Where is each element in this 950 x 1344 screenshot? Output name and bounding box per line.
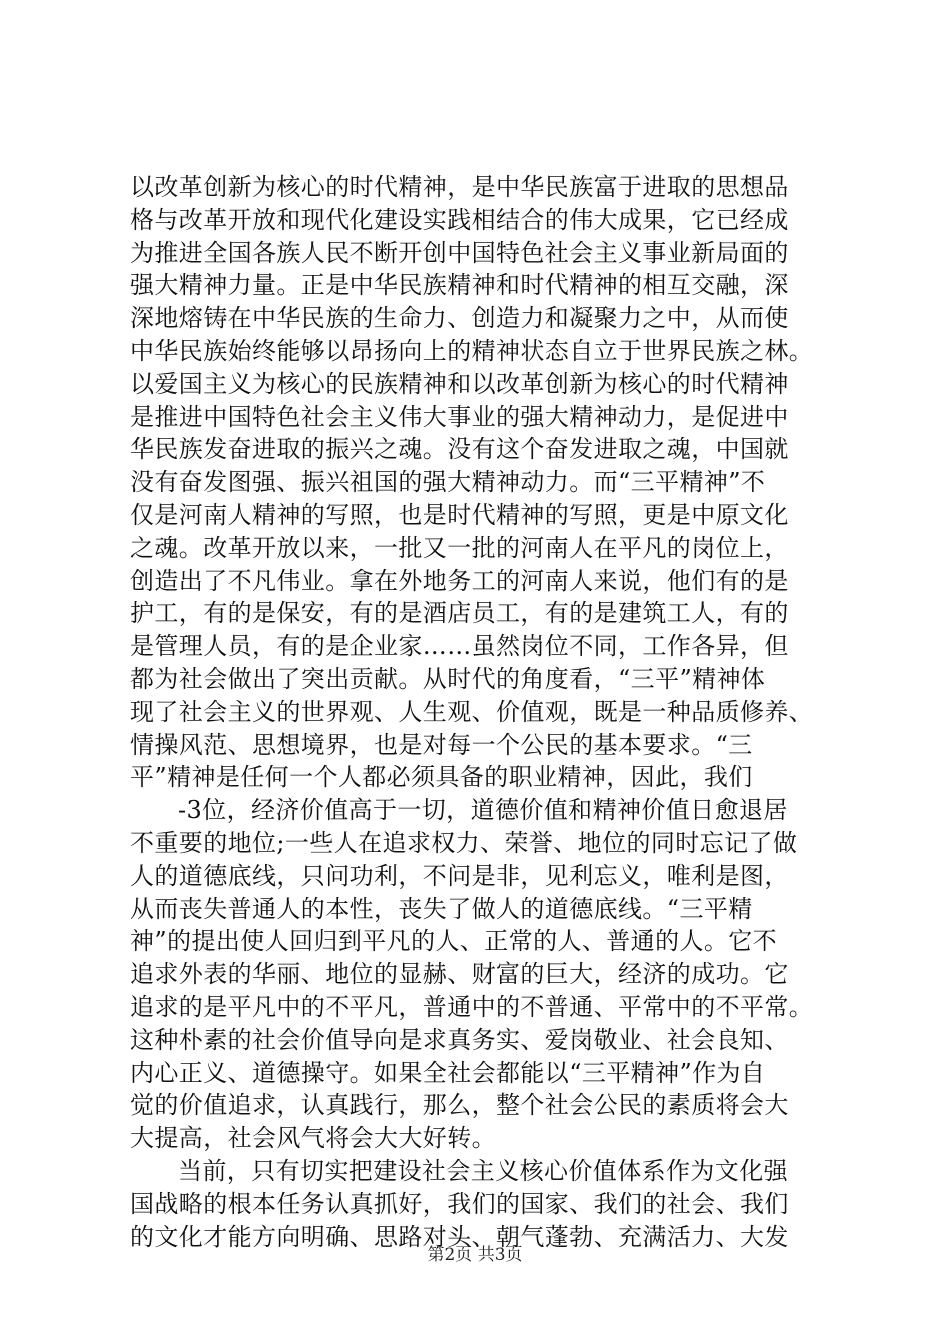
text-line: 护工，有的是保安，有的是酒店员工，有的是建筑工人，有的 <box>130 599 789 628</box>
text-line: 以爱国主义为核心的民族精神和以改革创新为核心的时代精神 <box>130 369 789 398</box>
text-line: 是管理人员，有的是企业家……虽然岗位不同，工作各异，但 <box>130 632 789 661</box>
text-line: 深地熔铸在中华民族的生命力、创造力和凝聚力之中，从而使 <box>130 304 789 333</box>
text-line: 格与改革开放和现代化建设实践相结合的伟大成果，它已经成 <box>130 205 789 234</box>
text-line: 之魂。改革开放以来，一批又一批的河南人在平凡的岗位上， <box>130 533 789 562</box>
text-line: 国战略的根本任务认真抓好，我们的国家、我们的社会、我们 <box>130 1189 789 1218</box>
text-line: 的文化才能方向明确、思路对头、朝气蓬勃、充满活力、大发 <box>130 1222 789 1251</box>
text-line: 不重要的地位;一些人在追求权力、荣誉、地位的同时忘记了做 <box>130 828 798 857</box>
text-line: 觉的价值追求，认真践行，那么，整个社会公民的素质将会大 <box>130 1091 789 1120</box>
text-line: 都为社会做出了突出贡献。从时代的角度看，“三平”精神体 <box>130 664 766 693</box>
text-line: 为推进全国各族人民不断开创中国特色社会主义事业新局面的 <box>130 238 789 267</box>
text-line: 追求的是平凡中的不平凡，普通中的不普通、平常中的不平常。 <box>130 992 814 1021</box>
text-line: 大提高，社会风气将会大大好转。 <box>130 1124 496 1153</box>
text-line: 平”精神是任何一个人都必须具备的职业精神，因此，我们 <box>130 763 753 792</box>
text-line: 从而丧失普通人的本性，丧失了做人的道德底线。“三平精 <box>130 894 753 923</box>
text-line: 中华民族始终能够以昂扬向上的精神状态自立于世界民族之林。 <box>130 336 814 365</box>
text-line: 仅是河南人精神的写照，也是时代精神的写照，更是中原文化 <box>130 500 789 529</box>
text-line: 人的道德底线，只问功利，不问是非，见利忘义，唯利是图， <box>130 861 789 890</box>
text-line: 强大精神力量。正是中华民族精神和时代精神的相互交融，深 <box>130 271 789 300</box>
text-line: 华民族发奋进取的振兴之魂。没有这个奋发进取之魂，中国就 <box>130 435 789 464</box>
text-line: 创造出了不凡伟业。拿在外地务工的河南人来说，他们有的是 <box>130 566 789 595</box>
paragraph-start-line: -3位，经济价值高于一切，道德价值和精神价值日愈退居 <box>178 796 788 825</box>
text-line: 内心正义、道德操守。如果全社会都能以“三平精神”作为自 <box>130 1058 766 1087</box>
body-text <box>130 171 830 1253</box>
paragraph-start-line: 当前，只有切实把建设社会主义核心价值体系作为文化强 <box>178 1156 788 1185</box>
text-line: 现了社会主义的世界观、人生观、价值观，既是一种品质修养、 <box>130 697 814 726</box>
text-line: 神”的提出使人回归到平凡的人、正常的人、普通的人。它不 <box>130 927 778 956</box>
text-line: 情操风范、思想境界，也是对每一个公民的基本要求。“三 <box>130 730 753 759</box>
text-line: 追求外表的华丽、地位的显赫、财富的巨大，经济的成功。它 <box>130 960 789 989</box>
text-line: 以改革创新为核心的时代精神，是中华民族富于进取的思想品 <box>130 173 789 201</box>
text-line: 是推进中国特色社会主义伟大事业的强大精神动力，是促进中 <box>130 402 789 431</box>
text-line: 没有奋发图强、振兴祖国的强大精神动力。而“三平精神”不 <box>130 468 766 497</box>
page-number-footer: 第2页 共3页 <box>427 1245 523 1265</box>
text-line: 这种朴素的社会价值导向是求真务实、爱岗敬业、社会良知、 <box>130 1025 789 1054</box>
